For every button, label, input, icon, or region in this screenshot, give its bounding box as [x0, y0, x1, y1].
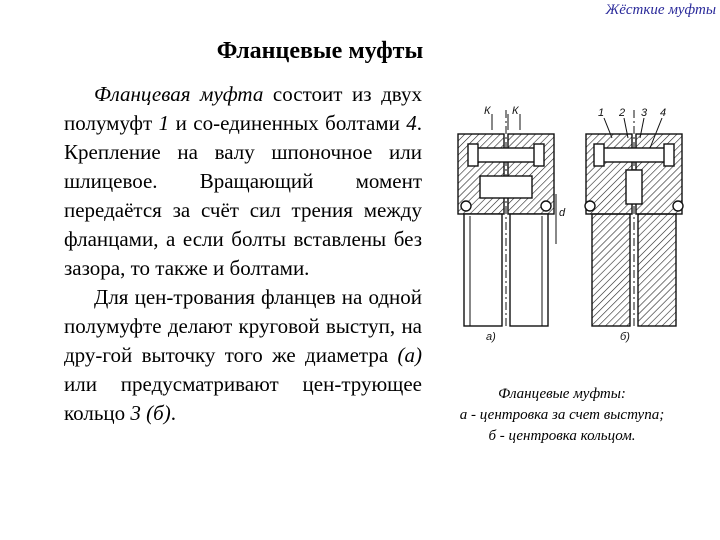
ref-part-1: 1 — [158, 111, 170, 135]
caption-item-b: б - центровка кольцом. — [488, 428, 636, 444]
paragraph-2 — [64, 283, 422, 428]
label-d: d — [559, 207, 566, 219]
drawing-a — [458, 110, 556, 326]
paragraph-1-text-a: состоит из двух полумуфт — [64, 82, 422, 135]
figure-caption — [458, 384, 666, 447]
slide-topic: Жёсткие муфты — [605, 2, 716, 18]
label-k2: К — [512, 105, 519, 117]
paragraph-1-text-c: . Крепление на валу шпоночное или шлицевое. Вращающий момент передаётся за счёт сил трения между фланцами, а если болты вставлены без зазора, то также и болтами. — [64, 111, 422, 280]
label-part-3: 3 — [641, 107, 648, 119]
body-text — [64, 80, 422, 428]
label-fig-a: а) — [486, 331, 496, 343]
coupling-drawing — [438, 104, 718, 344]
label-part-4: 4 — [660, 107, 667, 119]
label-fig-b: б) — [620, 331, 630, 343]
paragraph-1 — [64, 80, 422, 283]
label-part-1: 1 — [598, 107, 605, 119]
slide-title: Фланцевые муфты — [216, 38, 424, 64]
drawing-b — [585, 110, 683, 326]
caption-title: Фланцевые муфты: — [498, 386, 626, 402]
caption-item-a: а - центровка за счет выступа; — [459, 407, 665, 423]
label-k1: К — [484, 105, 491, 117]
label-part-2: 2 — [619, 107, 626, 119]
term-flange-coupling: Фланцевая муфта — [94, 82, 264, 106]
paragraph-1-text-b: и со-единенных болтами — [169, 111, 407, 135]
ref-variant-a: (а) — [397, 343, 422, 367]
ref-variant-b: 3 (б) — [130, 401, 171, 425]
paragraph-2-text-c: . — [170, 401, 176, 425]
ref-part-4: 4 — [406, 111, 417, 135]
paragraph-2-text-a: Для цен-трования фланцев на одной полумуфте делают круговой выступ, на дру-гой выточку того же диаметра — [64, 285, 422, 367]
paragraph-2-text-b: или предусматривают цен-трующее кольцо — [64, 372, 422, 425]
